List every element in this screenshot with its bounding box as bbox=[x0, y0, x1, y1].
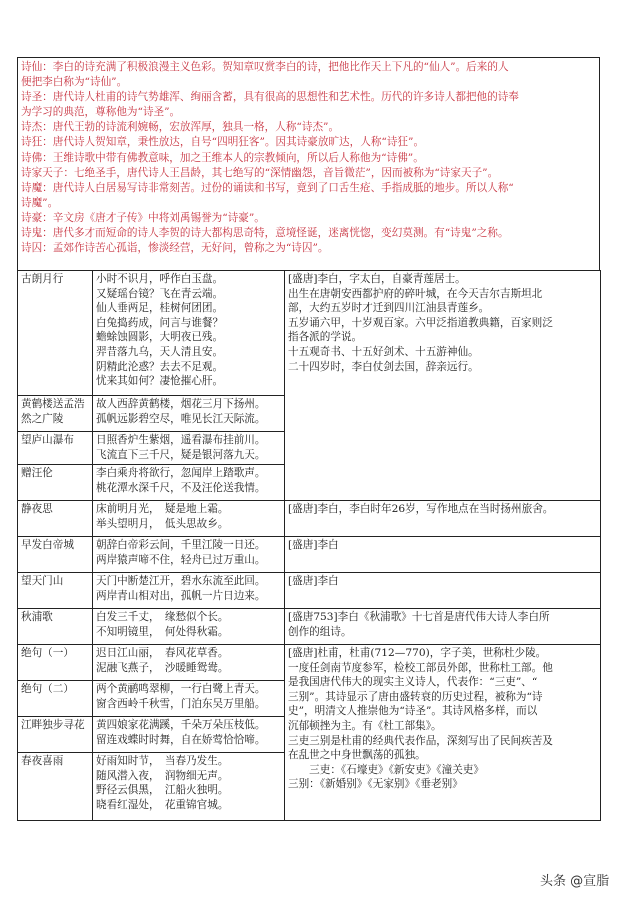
poem-line: 白兔捣药成，问言与谁餐？ bbox=[96, 316, 224, 329]
poet-note bbox=[285, 271, 601, 501]
poem-line: 天门中断楚江开，碧水东流至此回。 bbox=[96, 575, 266, 587]
title-line: 便把李白称为“诗仙”。 bbox=[21, 76, 128, 89]
title-line: 诗囚：孟郊作诗苦心孤诣，惨淡经营，无好问，曾称之为“诗囚”。 bbox=[21, 242, 329, 255]
table-row bbox=[18, 573, 601, 609]
poem-text bbox=[93, 753, 285, 821]
poem-line: 故人西辞黄鹤楼，烟花三月下扬州。 bbox=[96, 398, 266, 410]
title-line: 诗狂：唐代诗人贺知章，秉性放达，自号“四明狂客”。因其诗豪放旷达，人称“诗狂”。 bbox=[21, 136, 425, 149]
table-row bbox=[18, 645, 601, 681]
poem-line: 飞流直下三千尺，疑是银河落九天。 bbox=[96, 448, 266, 461]
note-line: 三别：《新婚别》《无家别》《垂老别》 bbox=[288, 778, 463, 791]
note-line: 一度任剑南节度参军，检校工部员外郎，世称杜工部。他 bbox=[288, 661, 553, 674]
poem-line: 好雨知时节， 当春乃发生。 bbox=[96, 755, 229, 767]
poem-line: 朝辞白帝彩云间，千里江陵一日还。 bbox=[96, 539, 266, 551]
poem-line: 窗含西岭千秋雪，门泊东吴万里船。 bbox=[96, 697, 266, 710]
title-line: 诗魔”。 bbox=[21, 196, 59, 209]
poem-line: 忧来其如何？凄怆摧心肝。 bbox=[96, 375, 224, 388]
poem-line: 孤帆远影碧空尽，唯见长江天际流。 bbox=[96, 412, 266, 425]
poet-note bbox=[285, 537, 601, 573]
note-line: 十五观奇书、十五好剑术、十五游神仙。 bbox=[288, 345, 479, 358]
note-line: 指各派的学说。 bbox=[288, 331, 363, 344]
note-line: 在乱世之中身世飘荡的孤独。 bbox=[288, 749, 426, 762]
poem-title: 秋浦歌 bbox=[18, 609, 93, 645]
poem-text bbox=[93, 681, 285, 717]
poem-text bbox=[93, 271, 285, 396]
note-line: [盛唐]杜甫，杜甫(712—770)，字子美，世称杜少陵。 bbox=[288, 647, 547, 659]
poem-line: 举头望明月， 低头思故乡。 bbox=[96, 517, 229, 530]
poet-note bbox=[285, 609, 601, 645]
poem-title: 黄鹤楼送孟浩然之广陵 bbox=[18, 396, 93, 432]
note-line: [盛唐]李白，字太白，自豪青莲居士。 bbox=[288, 273, 466, 285]
poem-line: 桃花潭水深千尺，不及汪伦送我情。 bbox=[96, 481, 266, 494]
poem-text bbox=[93, 717, 285, 753]
poem-text bbox=[93, 609, 285, 645]
table-row bbox=[18, 609, 601, 645]
title-line: 诗家天子：七绝圣手，唐代诗人王昌龄，其七绝写的“深情幽怨，音旨微茫”，因而被称为“诗家天子”。 bbox=[21, 166, 499, 179]
table-row bbox=[18, 501, 601, 537]
note-line: [盛唐]李白 bbox=[288, 575, 339, 587]
poet-titles-box bbox=[17, 57, 600, 255]
poem-line: 床前明月光， 疑是地上霜。 bbox=[96, 503, 229, 515]
note-line: 是我国唐代伟大的现实主义诗人，代表作：“三吏”、“ bbox=[288, 676, 538, 689]
title-line: 为学习的典范，尊称他为“诗圣”。 bbox=[21, 106, 181, 119]
poem-line: 野径云俱黑， 江船火独明。 bbox=[96, 784, 229, 797]
poem-line: 白发三千丈， 缘愁似个长。 bbox=[96, 611, 229, 623]
note-line: 沉郁顿挫为主。有《杜工部集》。 bbox=[288, 719, 442, 732]
poems-table bbox=[17, 270, 601, 821]
note-line: 三吏三别是杜甫的经典代表作品，深刻写出了民间疾苦及 bbox=[288, 734, 553, 747]
poem-line: 仙人垂两足，桂树何团团。 bbox=[96, 302, 224, 315]
poem-line: 阴精此沦惑？去去不足观。 bbox=[96, 360, 224, 373]
title-line: 诗佛：王维诗歌中带有佛教意味，加之王维本人的宗教倾向，所以后人称他为“诗佛”。 bbox=[21, 151, 424, 164]
poem-title: 静夜思 bbox=[18, 501, 93, 537]
poet-note bbox=[285, 501, 601, 537]
poem-line: 日照香炉生紫烟，遥看瀑布挂前川。 bbox=[96, 434, 266, 446]
poem-title: 早发白帝城 bbox=[18, 537, 93, 573]
poem-title: 绝句（二） bbox=[18, 681, 93, 717]
table-row bbox=[18, 537, 601, 573]
note-line: [盛唐]李白，李白时年26岁，写作地点在当时扬州旅舍。 bbox=[288, 503, 554, 515]
poem-line: 蟾蜍蚀圆影，大明夜已残。 bbox=[96, 331, 224, 344]
watermark: 头条 @宣脂 bbox=[540, 874, 610, 889]
note-line: [盛唐]李白 bbox=[288, 539, 339, 551]
poem-text bbox=[93, 645, 285, 681]
poem-line: 迟日江山丽， 春风花草香。 bbox=[96, 647, 229, 659]
poem-title: 望庐山瀑布 bbox=[18, 432, 93, 465]
note-line: 二十四岁时，李白仗剑去国，辞亲远行。 bbox=[288, 360, 479, 373]
poem-title: 古朗月行 bbox=[18, 271, 93, 396]
poem-title: 绝句（一） bbox=[18, 645, 93, 681]
poem-title: 望天门山 bbox=[18, 573, 93, 609]
table-top-frame bbox=[17, 238, 600, 271]
note-line: 出生在唐朝安西都护府的碎叶城，在今天吉尔吉斯坦北 bbox=[288, 287, 543, 300]
title-line: 诗豪：辛文房《唐才子传》中将刘禹锡誉为“诗豪”。 bbox=[21, 211, 265, 224]
poem-line: 两岸青山相对出，孤帆一片日边来。 bbox=[96, 589, 266, 602]
note-line: 部，大约五岁时才迁到四川江油县青莲乡。 bbox=[288, 302, 490, 315]
poem-text bbox=[93, 465, 285, 501]
poem-text bbox=[93, 396, 285, 432]
title-line: 诗杰：唐代王勃的诗流利婉畅，宏放浑厚，独具一格，人称“诗杰”。 bbox=[21, 121, 340, 134]
poem-text bbox=[93, 432, 285, 465]
note-line: 五岁诵六甲，十岁观百家。六甲泛指道教典籍，百家则泛 bbox=[288, 316, 553, 329]
poem-line: 小时不识月，呼作白玉盘。 bbox=[96, 273, 224, 285]
poem-line: 留连戏蝶时时舞，自在娇莺恰恰啼。 bbox=[96, 733, 266, 746]
note-line: [盛唐753]李白《秋浦歌》十七首是唐代伟大诗人李白所 bbox=[288, 611, 550, 623]
note-line: 史”，明清文人推崇他为“诗圣”。其诗风格多样，而以 bbox=[288, 705, 538, 718]
poem-title: 春夜喜雨 bbox=[18, 753, 93, 821]
title-line: 诗仙：李白的诗充满了积极浪漫主义色彩。贺知章叹赏李白的诗，把他比作天上下凡的“仙人”。后来的人 bbox=[21, 61, 509, 73]
poem-text bbox=[93, 501, 285, 537]
poem-line: 泥融飞燕子， 沙暖睡鸳鸯。 bbox=[96, 661, 229, 674]
poem-line: 两个黄鹂鸣翠柳，一行白鹭上青天。 bbox=[96, 683, 266, 695]
poem-line: 黄四娘家花满蹊，千朵万朵压枝低。 bbox=[96, 719, 266, 731]
poet-note bbox=[285, 645, 601, 821]
note-line: 创作的组诗。 bbox=[288, 625, 352, 638]
poem-line: 晓看红湿处， 花重锦官城。 bbox=[96, 798, 229, 811]
poem-title: 江畔独步寻花 bbox=[18, 717, 93, 753]
note-line: 三吏：《石壕吏》《新安吏》《潼关吏》 bbox=[288, 763, 484, 776]
poet-note bbox=[285, 573, 601, 609]
poem-title: 赠汪伦 bbox=[18, 465, 93, 501]
poem-line: 不知明镜里， 何处得秋霜。 bbox=[96, 625, 229, 638]
poem-text bbox=[93, 537, 285, 573]
poem-line: 随风潜入夜， 润物细无声。 bbox=[96, 769, 229, 782]
poem-line: 李白乘舟将欲行，忽闻岸上踏歌声。 bbox=[96, 467, 266, 479]
table-row bbox=[18, 271, 601, 396]
poem-line: 羿昔落九乌，天人清且安。 bbox=[96, 345, 224, 358]
note-line: 三别”。其诗显示了唐由盛转衰的历史过程，被称为“诗 bbox=[288, 690, 543, 703]
poem-line: 又疑瑶台镜？飞在青云端。 bbox=[96, 287, 224, 300]
title-line: 诗鬼：唐代多才而短命的诗人李贺的诗大都构思奇特，意境怪诞，迷离恍惚，变幻莫测。有“诗鬼”之称。 bbox=[21, 227, 509, 240]
title-line: 诗圣：唐代诗人杜甫的诗气势雄浑、绚丽含蓄，具有很高的思想性和艺术性。历代的许多诗人都把他的诗奉 bbox=[21, 91, 519, 104]
title-line: 诗魔：唐代诗人白居易写诗非常刻苦。过份的诵读和书写，竟到了口舌生疮、手指成胝的地步。所以人称“ bbox=[21, 181, 514, 194]
poem-line: 两岸猿声啼不住，轻舟已过万重山。 bbox=[96, 553, 266, 566]
poem-text bbox=[93, 573, 285, 609]
